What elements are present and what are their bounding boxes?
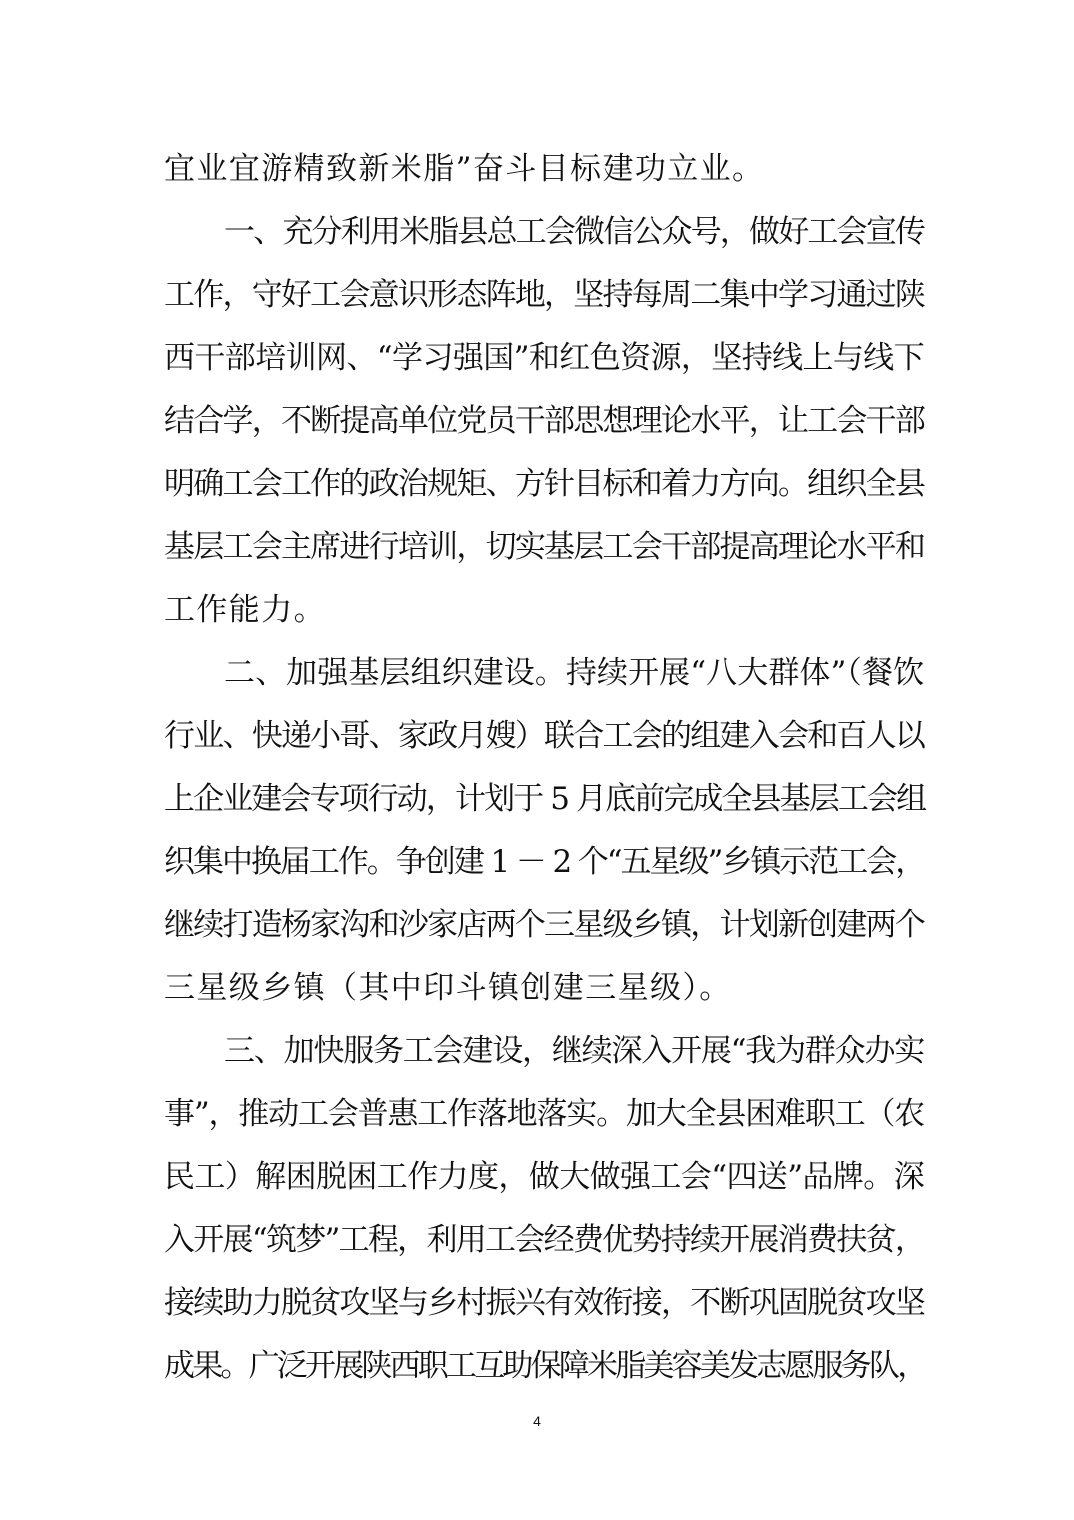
paragraph-3-first-line: 三、加快服务工会建设，继续深入开展“我为群众办实 bbox=[224, 1033, 924, 1069]
text-line: 上企业建会专项行动，计划于 5 月底前完成全县基层工会组 bbox=[164, 781, 926, 817]
text-line: 行业、快递小哥、家政月嫂）联合工会的组建入会和百人以 bbox=[164, 718, 924, 754]
text-line: 基层工会主席进行培训，切实基层工会干部提高理论水平和 bbox=[164, 529, 924, 565]
text-line: 民工）解困脱困工作力度，做大做强工会“四送”品牌。深 bbox=[164, 1159, 924, 1195]
page-number: 4 bbox=[533, 1413, 541, 1429]
text-line: 工作，守好工会意识形态阵地，坚持每周二集中学习通过陕 bbox=[164, 277, 924, 313]
text-line: 继续打造杨家沟和沙家店两个三星级乡镇，计划新创建两个 bbox=[164, 907, 924, 943]
text-line: 结合学，不断提高单位党员干部思想理论水平，让工会干部 bbox=[164, 403, 924, 439]
text-line: 工作能力。 bbox=[164, 592, 326, 628]
text-line: 事”，推动工会普惠工作落地落实。加大全县困难职工（农 bbox=[164, 1096, 924, 1132]
paragraph-1-first-line: 一、充分利用米脂县总工会微信公众号，做好工会宣传 bbox=[224, 214, 924, 250]
paragraph-2-first-line: 二、加强基层组织建设。持续开展“八大群体”（餐饮 bbox=[224, 655, 924, 691]
text-line: 织集中换届工作。争创建 1 － 2 个“五星级”乡镇示范工会， bbox=[164, 844, 924, 880]
text-line: 明确工会工作的政治规矩、方针目标和着力方向。组织全县 bbox=[164, 466, 924, 502]
text-line: 接续助力脱贫攻坚与乡村振兴有效衔接，不断巩固脱贫攻坚 bbox=[164, 1285, 924, 1321]
text-line: 宜业宜游精致新米脂”奋斗目标建功立业。 bbox=[164, 151, 765, 187]
text-line: 成果。广泛开展陕西职工互助保障米脂美容美发志愿服务队， bbox=[164, 1348, 926, 1384]
text-line: 三星级乡镇（其中印斗镇创建三星级）。 bbox=[164, 970, 732, 1006]
text-line: 入开展“筑梦”工程，利用工会经费优势持续开展消费扶贫， bbox=[164, 1222, 924, 1258]
text-line: 西干部培训网、“学习强国”和红色资源，坚持线上与线下 bbox=[164, 340, 924, 376]
